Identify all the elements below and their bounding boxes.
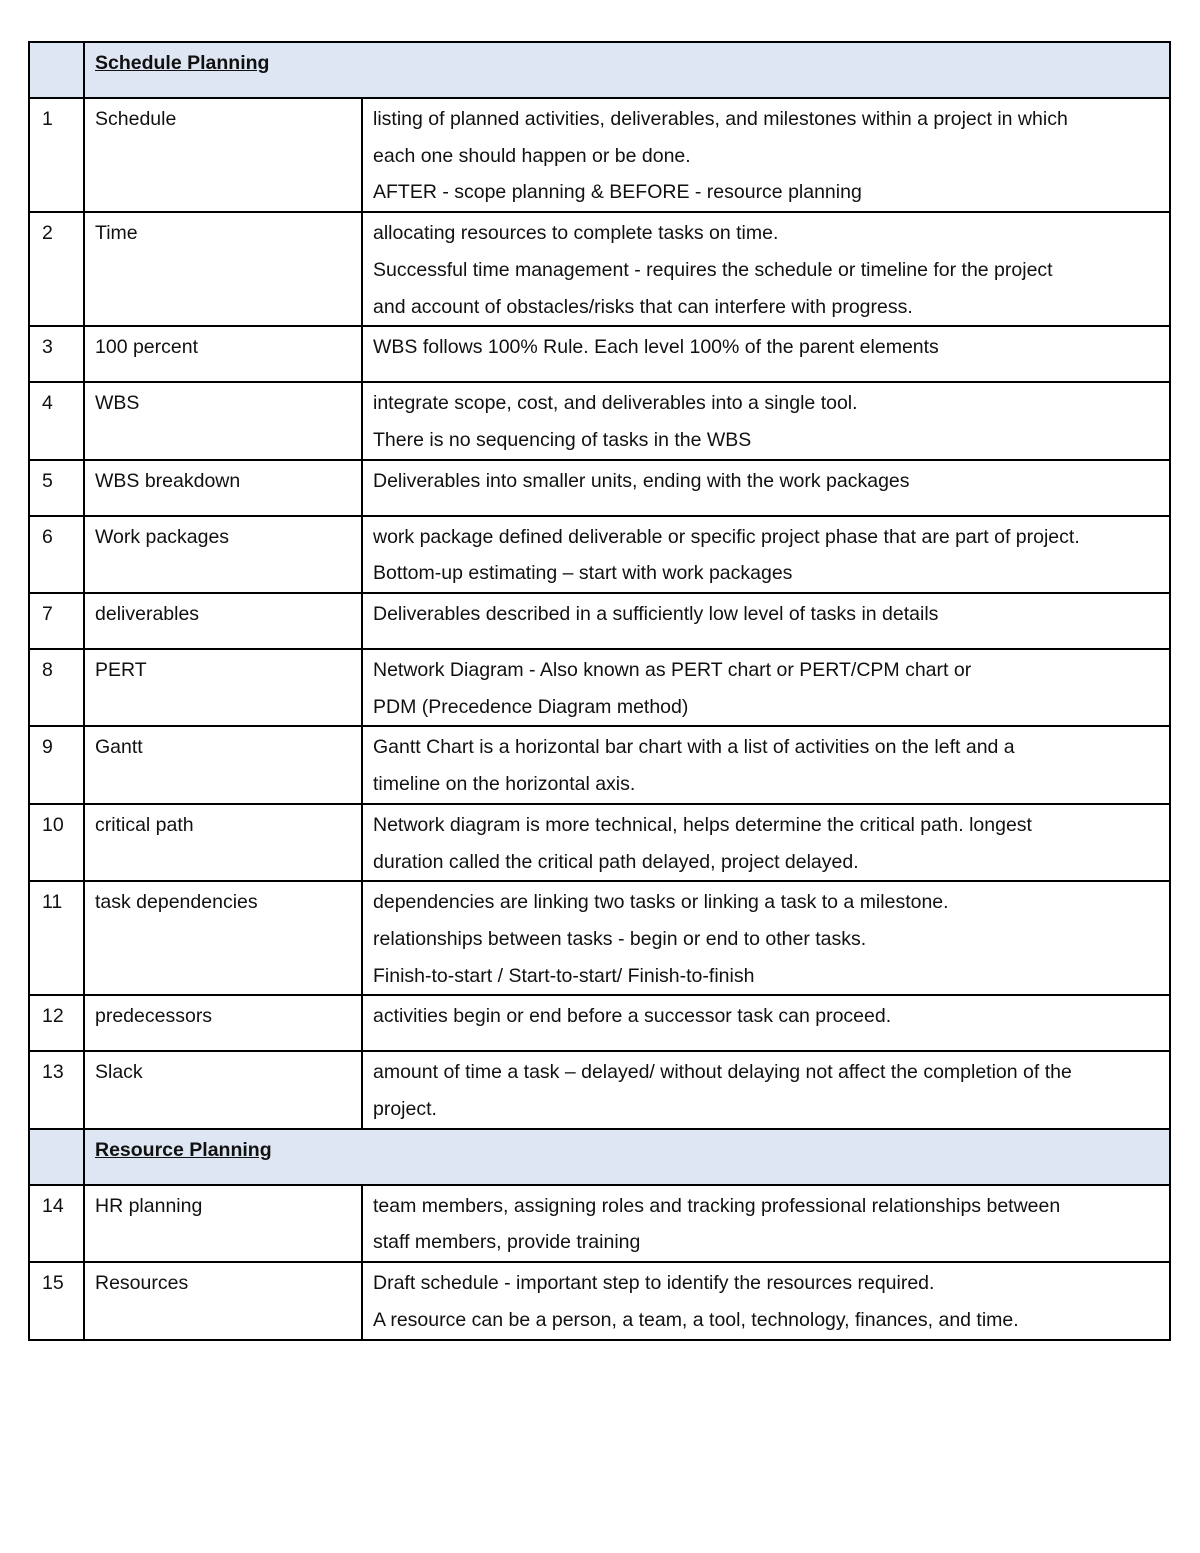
term-cell: WBS — [84, 382, 362, 459]
definition-line: integrate scope, cost, and deliverables into a single tool. — [373, 392, 858, 415]
definition-cell — [362, 726, 1170, 803]
term-cell: WBS breakdown — [84, 460, 362, 516]
row-number: 8 — [29, 649, 84, 726]
section-title-cell — [84, 1129, 1170, 1185]
definition-cell — [362, 1185, 1170, 1262]
row-number: 4 — [29, 382, 84, 459]
table-row — [29, 649, 1170, 726]
definition-line: relationships between tasks - begin or end to other tasks. — [373, 927, 867, 950]
row-number: 11 — [29, 881, 84, 995]
term-cell: Slack — [84, 1051, 362, 1128]
table-row — [29, 1262, 1170, 1339]
definition-cell — [362, 98, 1170, 212]
term-cell: critical path — [84, 804, 362, 881]
term-cell: HR planning — [84, 1185, 362, 1262]
row-number: 12 — [29, 995, 84, 1051]
table-row — [29, 98, 1170, 212]
term-cell: Gantt — [84, 726, 362, 803]
definition-line: PDM (Precedence Diagram method) — [373, 695, 689, 718]
table-row — [29, 1185, 1170, 1262]
definition-line: Network diagram is more technical, helps determine the critical path. longest — [373, 813, 1032, 836]
row-number: 5 — [29, 460, 84, 516]
definition-line: Deliverables into smaller units, ending with the work packages — [373, 469, 910, 492]
definition-line: Successful time management - requires the schedule or timeline for the project — [373, 258, 1053, 281]
row-number: 9 — [29, 726, 84, 803]
row-number: 6 — [29, 516, 84, 593]
definition-line: dependencies are linking two tasks or linking a task to a milestone. — [373, 891, 949, 914]
section-header-row — [29, 1129, 1170, 1185]
definition-cell — [362, 593, 1170, 649]
term-cell: Schedule — [84, 98, 362, 212]
row-number: 1 — [29, 98, 84, 212]
definition-cell — [362, 516, 1170, 593]
definition-line: timeline on the horizontal axis. — [373, 773, 636, 796]
table-row — [29, 593, 1170, 649]
row-number: 7 — [29, 593, 84, 649]
section-title: Resource Planning — [95, 1138, 272, 1161]
definition-line: work package defined deliverable or specific project phase that are part of project. — [373, 525, 1080, 548]
row-number: 3 — [29, 326, 84, 382]
glossary-table — [28, 41, 1171, 1341]
table-row — [29, 382, 1170, 459]
definition-cell — [362, 326, 1170, 382]
term-cell: PERT — [84, 649, 362, 726]
row-number: 14 — [29, 1185, 84, 1262]
table-row — [29, 804, 1170, 881]
term-cell: Work packages — [84, 516, 362, 593]
document-page — [28, 41, 1169, 1341]
table-row — [29, 1051, 1170, 1128]
definition-cell — [362, 804, 1170, 881]
section-header-row — [29, 42, 1170, 98]
section-title: Schedule Planning — [95, 52, 270, 74]
definition-line: Network Diagram - Also known as PERT chart or PERT/CPM chart or — [373, 659, 972, 682]
definition-line: WBS follows 100% Rule. Each level 100% of the parent elements — [373, 336, 939, 359]
row-number: 10 — [29, 804, 84, 881]
definition-line: activities begin or end before a successor task can proceed. — [373, 1005, 892, 1028]
definition-cell — [362, 995, 1170, 1051]
definition-line: listing of planned activities, deliverables, and milestones within a project in which — [373, 108, 1068, 130]
term-cell: deliverables — [84, 593, 362, 649]
table-row — [29, 212, 1170, 326]
definition-line: staff members, provide training — [373, 1231, 641, 1254]
term-cell: Time — [84, 212, 362, 326]
row-number: 15 — [29, 1262, 84, 1339]
table-row — [29, 995, 1170, 1051]
row-number: 2 — [29, 212, 84, 326]
term-cell: Resources — [84, 1262, 362, 1339]
definition-cell — [362, 649, 1170, 726]
term-cell: predecessors — [84, 995, 362, 1051]
definition-cell — [362, 460, 1170, 516]
definition-line: There is no sequencing of tasks in the WBS — [373, 428, 752, 451]
section-title-cell — [84, 42, 1170, 98]
definition-line: Deliverables described in a sufficiently low level of tasks in details — [373, 603, 939, 626]
definition-line: AFTER - scope planning & BEFORE - resource planning — [373, 181, 862, 204]
definition-line: Bottom-up estimating – start with work packages — [373, 562, 793, 585]
section-number-cell — [29, 1129, 84, 1185]
definition-line: team members, assigning roles and tracking professional relationships between — [373, 1194, 1061, 1217]
term-cell: task dependencies — [84, 881, 362, 995]
definition-line: Finish-to-start / Start-to-start/ Finish-to-finish — [373, 964, 755, 987]
table-row — [29, 460, 1170, 516]
definition-line: Gantt Chart is a horizontal bar chart with a list of activities on the left and a — [373, 736, 1015, 759]
definition-line: A resource can be a person, a team, a tool, technology, finances, and time. — [373, 1308, 1019, 1331]
term-cell: 100 percent — [84, 326, 362, 382]
definition-cell — [362, 212, 1170, 326]
table-row — [29, 326, 1170, 382]
definition-cell — [362, 881, 1170, 995]
table-row — [29, 881, 1170, 995]
definition-line: each one should happen or be done. — [373, 144, 691, 167]
definition-line: amount of time a task – delayed/ without delaying not affect the completion of the — [373, 1061, 1072, 1084]
definition-line: allocating resources to complete tasks on time. — [373, 222, 779, 245]
definition-line: and account of obstacles/risks that can interfere with progress. — [373, 295, 913, 318]
definition-line: Draft schedule - important step to identify the resources required. — [373, 1272, 935, 1295]
row-number: 13 — [29, 1051, 84, 1128]
definition-cell — [362, 382, 1170, 459]
section-number-cell — [29, 42, 84, 98]
definition-cell — [362, 1051, 1170, 1128]
definition-line: duration called the critical path delayed, project delayed. — [373, 850, 859, 873]
table-row — [29, 516, 1170, 593]
definition-line: project. — [373, 1098, 437, 1121]
definition-cell — [362, 1262, 1170, 1339]
table-row — [29, 726, 1170, 803]
